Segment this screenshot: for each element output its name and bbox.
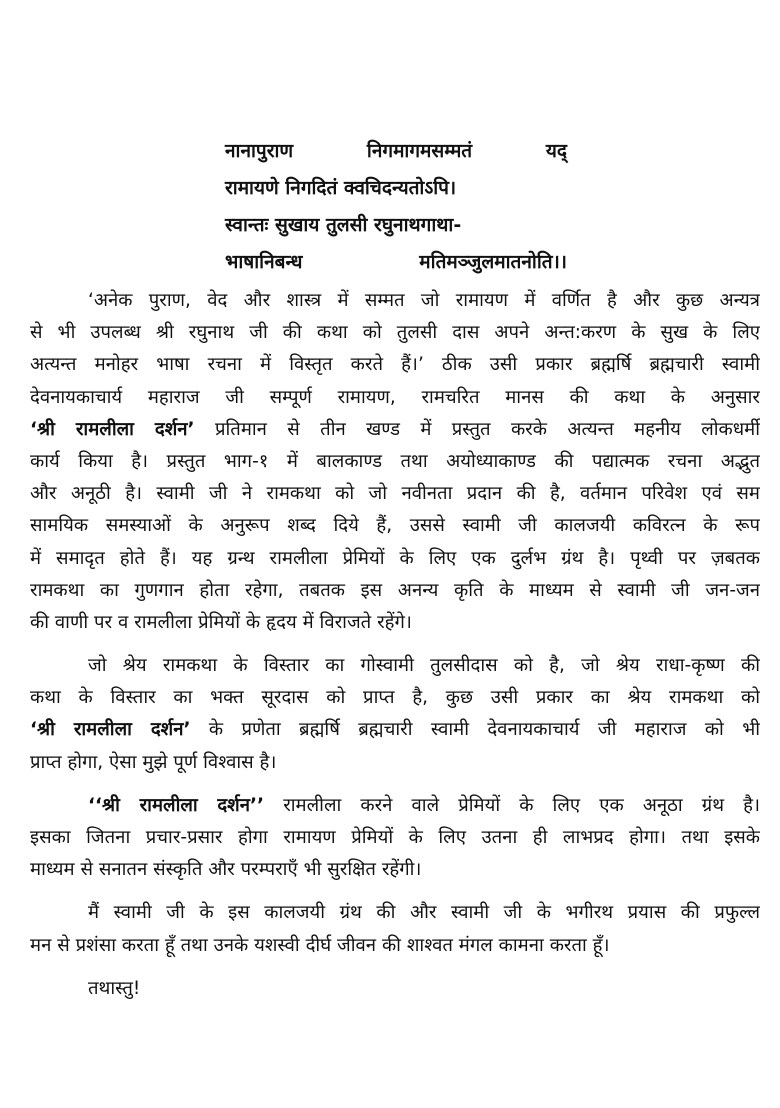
- book-title-bold: ‘श्री रामलीला दर्शन’: [30, 719, 191, 741]
- verse-line: नानापुराण निगमागमसम्मतं यद्: [225, 140, 567, 162]
- text-line: [30, 510, 760, 542]
- text-line: [30, 285, 760, 317]
- text-segment: प्राप्त होगा, ऐसा मुझे पूर्ण विश्वास है।: [30, 751, 277, 773]
- text-line: [30, 790, 760, 822]
- paragraph: [30, 973, 760, 1005]
- book-title-bold: ‘‘श्री रामलीला दर्शन’’: [88, 794, 265, 816]
- text-segment: रामलीला करने वाले प्रेमियों के लिए एक अनूठा ग्रंथ है।: [264, 794, 760, 816]
- text-line: [30, 747, 760, 779]
- text-line: [30, 854, 760, 886]
- text-segment: कथा के विस्तार का भक्त सूरदास को प्राप्त है, कुछ उसी प्रकार का श्रेय रामकथा को: [30, 687, 760, 709]
- text-line: [30, 446, 760, 478]
- text-segment: प्रतिमान से तीन खण्ड में प्रस्तुत करके अत्यन्त महनीय लोकधर्मी: [194, 418, 760, 440]
- text-line: [30, 349, 760, 381]
- text-segment: के प्रणेता ब्रह्मर्षि ब्रह्मचारी स्वामी देवनायकाचार्य जी महाराज को भी: [190, 719, 760, 741]
- text-line: [30, 973, 760, 1005]
- sanskrit-verse: [225, 133, 567, 281]
- text-line: [30, 414, 760, 446]
- text-segment: माध्यम से सनातन संस्कृति और परम्पराएँ भी सुरक्षित रहेंगी।: [30, 859, 422, 881]
- verse-line: भाषानिबन्ध मतिमञ्जुलमातनोति।।: [225, 251, 567, 273]
- text-segment: मन से प्रशंसा करता हूँ तथा उनके यशस्वी दीर्घ जीवन की शाश्वत मंगल कामना करता हूँ।: [30, 934, 610, 956]
- paragraph: [30, 897, 760, 961]
- text-segment: इसका जितना प्रचार-प्रसार होगा रामायण प्रेमियों के लिए उतना ही लाभप्रद होगा। तथा इसके: [30, 827, 760, 848]
- text-segment: ‘अनेक पुराण, वेद और शास्त्र में सम्मत जो रामायण में वर्णित है और कुछ अन्यत्र: [88, 290, 760, 311]
- text-segment: तथास्तु!: [88, 977, 141, 999]
- text-line: [30, 575, 760, 607]
- text-line: [30, 822, 760, 854]
- text-line: [30, 607, 760, 639]
- text-line: [30, 650, 760, 682]
- book-title-bold: ‘श्री रामलीला दर्शन’: [30, 418, 195, 440]
- text-line: [30, 714, 760, 746]
- text-segment: रामकथा का गुणगान होता रहेगा, तबतक इस अनन्य कृति के माध्यम से स्वामी जी जन-जन: [30, 579, 760, 601]
- text-segment: और अनूठी है। स्वामी जी ने रामकथा को जो नवीनता प्रदान की है, वर्तमान परिवेश एवं सम: [30, 483, 760, 505]
- document-body: [30, 285, 760, 1016]
- paragraph: [30, 650, 760, 779]
- paragraph: [30, 790, 760, 887]
- text-segment: अत्यन्त मनोहर भाषा रचना में विस्तृत करते हैं।’ ठीक उसी प्रकार ब्रह्मर्षि ब्रह्मचारी स्वामी: [30, 354, 760, 376]
- text-segment: सामयिक समस्याओं के अनुरूप शब्द दिये हैं, उससे स्वामी जी कालजयी कविरत्न के रूप: [30, 515, 760, 537]
- text-line: [30, 930, 760, 962]
- text-line: [30, 317, 760, 349]
- text-segment: जो श्रेय रामकथा के विस्तार का गोस्वामी तुलसीदास को है, जो श्रेय राधा-कृष्ण की: [88, 655, 760, 677]
- paragraph: [30, 285, 760, 639]
- text-line: [30, 382, 760, 414]
- text-line: [30, 478, 760, 510]
- text-segment: में समादृत होते हैं। यह ग्रन्थ रामलीला प्रेमियों के लिए एक दुर्लभ ग्रंथ है। पृथ्वी पर ज़बतक: [30, 547, 760, 569]
- text-segment: से भी उपलब्ध श्री रघुनाथ जी की कथा को तुलसी दास अपने अन्त:करण के सुख के लिए: [30, 322, 760, 344]
- text-segment: देवनायकाचार्य महाराज जी सम्पूर्ण रामायण, रामचरित मानस की कथा के अनुसार: [30, 386, 760, 408]
- text-line: [30, 682, 760, 714]
- text-segment: कार्य किया है। प्रस्तुत भाग-१ में बालकाण्ड तथा अयोध्याकाण्ड की पद्यात्मक रचना अद्भुत: [30, 450, 760, 472]
- text-segment: की वाणी पर व रामलीला प्रेमियों के हृदय में विराजते रहेंगे।: [30, 611, 412, 633]
- text-line: [30, 897, 760, 929]
- verse-line: स्वान्तः सुखाय तुलसी रघुनाथगाथा-: [225, 214, 462, 236]
- verse-line: रामायणे निगदितं क्वचिदन्यतोऽपि।: [225, 177, 457, 199]
- text-segment: मैं स्वामी जी के इस कालजयी ग्रंथ की और स्वामी जी के भगीरथ प्रयास की प्रफुल्ल: [88, 902, 760, 924]
- text-line: [30, 543, 760, 575]
